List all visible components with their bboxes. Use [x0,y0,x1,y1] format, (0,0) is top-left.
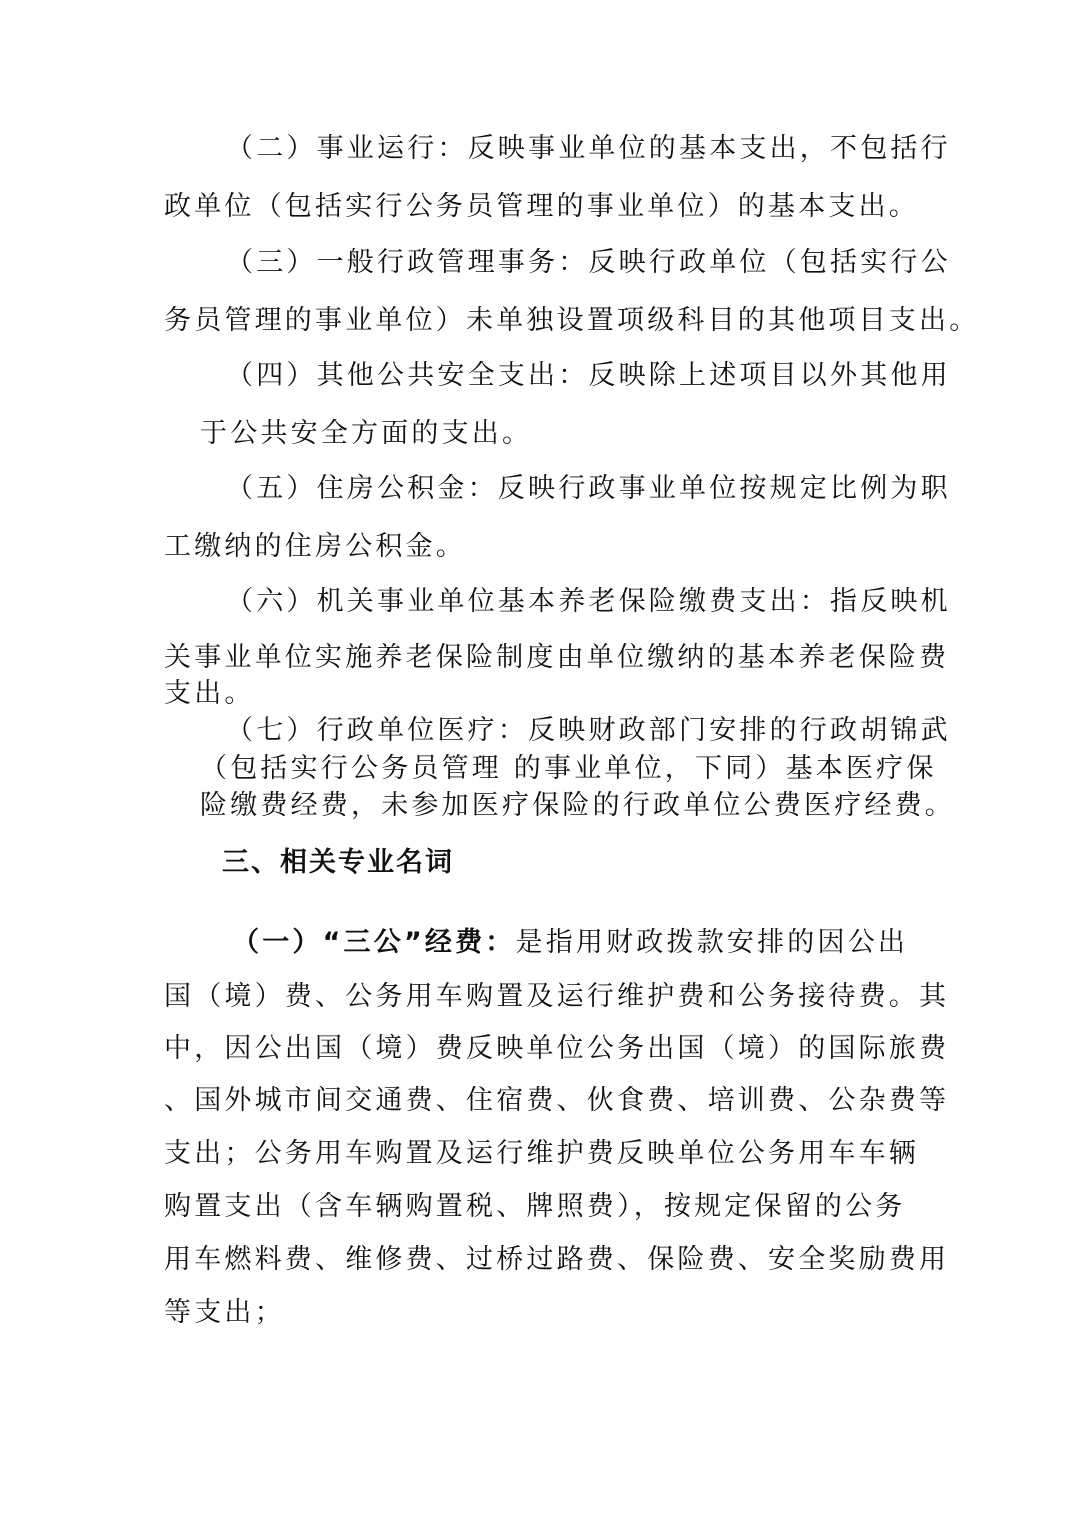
para-6-line-1: （六）机关事业单位基本养老保险缴费支出：指反映机 [226,586,951,617]
para-sangong-line-5: 支出；公务用车购置及运行维护费反映单位公务用车车辆 [164,1138,919,1169]
para-sangong-line-3: 中，因公出国（境）费反映单位公务出国（境）的国际旅费 [164,1033,950,1064]
section-3-heading: 三、相关专业名词 [222,847,454,878]
para-5-line-1: （五）住房公积金：反映行政事业单位按规定比例为职 [226,473,951,504]
para-sangong-line-6: 购置支出（含车辆购置税、牌照费），按规定保留的公务 [164,1191,906,1222]
para-2-line-2: 政单位（包括实行公务员管理的事业单位）的基本支出。 [164,191,919,222]
para-7-line-3: 险缴费经费，未参加医疗保险的行政单位公费医疗经费。 [200,790,955,821]
para-4-line-1: （四）其他公共安全支出：反映除上述项目以外其他用 [226,360,951,391]
sangong-line-1-text: 是指用财政拨款安排的因公出 [515,927,909,958]
para-sangong-line-4: 、国外城市间交通费、住宿费、伙食费、培训费、公杂费等 [164,1085,950,1116]
para-sangong-line-2: 国（境）费、公务用车购置及运行维护费和公务接待费。其 [164,981,950,1012]
para-2-line-1: （二）事业运行：反映事业单位的基本支出，不包括行 [226,133,951,164]
para-7-line-2: （包括实行公务员管理 的事业单位，下同）基本医疗保 [200,753,937,784]
para-7-line-1: （七）行政单位医疗：反映财政部门安排的行政胡锦武 [226,715,951,746]
para-5-line-2: 工缴纳的住房公积金。 [164,531,466,562]
para-sangong-line-8: 等支出； [164,1297,285,1328]
para-6-line-3: 支出。 [164,678,255,709]
para-3-line-2: 务员管理的事业单位）未单独设置项级科目的其他项目支出。 [164,305,980,336]
para-sangong-line-1 [232,926,908,960]
para-4-line-2: 于公共安全方面的支出。 [200,418,533,449]
para-3-line-1: （三）一般行政管理事务：反映行政单位（包括实行公 [226,247,951,278]
para-6-line-2: 关事业单位实施养老保险制度由单位缴纳的基本养老保险费 [164,642,950,673]
para-sangong-line-7: 用车燃料费、维修费、过桥过路费、保险费、安全奖励费用 [164,1244,950,1275]
sangong-term: （一）“三公”经费： [232,927,516,958]
